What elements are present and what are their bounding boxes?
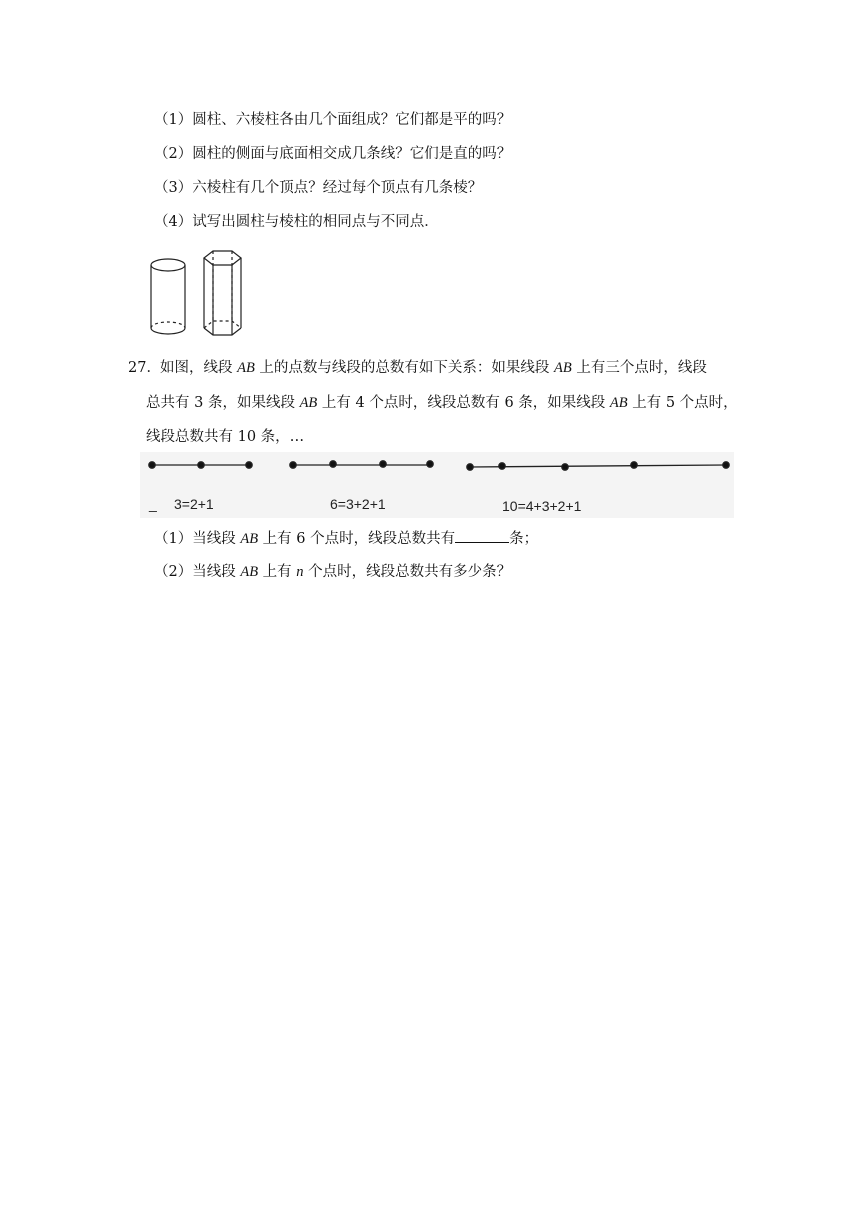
segment-point bbox=[427, 461, 433, 467]
segment-point bbox=[380, 461, 386, 467]
segments-drawing bbox=[140, 452, 734, 518]
segment-point bbox=[723, 462, 729, 468]
q27-sub-2: （2）当线段 AB 上有 n 个点时，线段总数共有多少条？ bbox=[154, 564, 512, 580]
q26-item-4: （4）试写出圆柱与棱柱的相同点与不同点． bbox=[154, 214, 439, 230]
hexagonal-prism-figure bbox=[204, 251, 241, 335]
caption-3-points: 3=2+1 bbox=[174, 496, 214, 512]
q26-item-1: （1）圆柱、六棱柱各由几个面组成？它们都是平的吗？ bbox=[154, 112, 512, 128]
segment-point bbox=[499, 463, 505, 469]
caption-5-points: 10=4+3+2+1 bbox=[502, 498, 582, 514]
segment-point bbox=[562, 464, 568, 470]
segment-point bbox=[631, 462, 637, 468]
segment-point bbox=[290, 462, 296, 468]
q27-intro-line-2: 总共有 3 条，如果线段 AB 上有 4 个点时，线段总数有 6 条，如果线段 AB 上有 5 个点时， bbox=[146, 395, 738, 411]
cylinder-figure bbox=[151, 259, 185, 334]
segment-point bbox=[149, 462, 155, 468]
segment-point bbox=[198, 462, 204, 468]
q27-intro-line-3: 线段总数共有 10 条，… bbox=[146, 429, 305, 445]
solids-figure bbox=[140, 248, 260, 343]
segment-5-points bbox=[470, 465, 726, 467]
caption-4-points: 6=3+2+1 bbox=[330, 496, 386, 512]
q27-number: 27． bbox=[128, 360, 161, 376]
figure-marker: _ bbox=[149, 496, 157, 512]
segment-point bbox=[330, 461, 336, 467]
segment-point bbox=[467, 464, 473, 470]
q27-sub-1: （1）当线段 AB 上有 6 个点时，线段总数共有 条； bbox=[154, 528, 538, 549]
q27-intro-line-1: 如图，线段 AB 上的点数与线段的总数有如下关系：如果线段 AB 上有三个点时，线段 bbox=[160, 360, 707, 376]
segments-figure bbox=[140, 452, 734, 518]
answer-blank bbox=[455, 528, 509, 543]
segment-point bbox=[246, 462, 252, 468]
q26-item-3: （3）六棱柱有几个顶点？经过每个顶点有几条棱？ bbox=[154, 180, 483, 196]
q26-item-2: （2）圆柱的侧面与底面相交成几条线？它们是直的吗？ bbox=[154, 146, 512, 162]
